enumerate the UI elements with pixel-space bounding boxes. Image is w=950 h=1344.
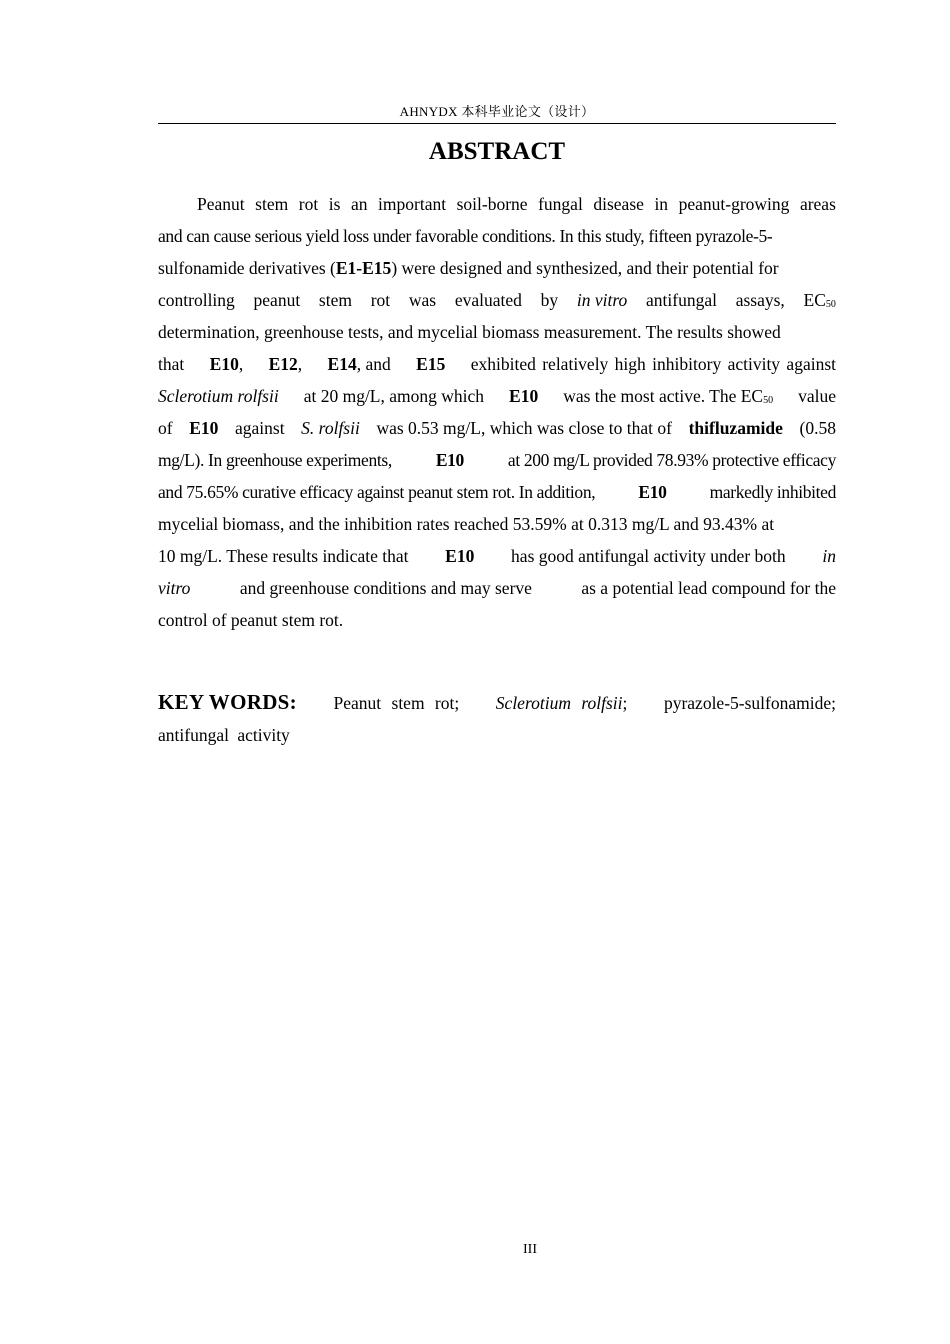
compound-label: E10 xyxy=(189,418,219,438)
compound-group xyxy=(328,348,391,380)
separator: ; xyxy=(622,693,628,713)
compound-label: E10 xyxy=(435,450,464,470)
keyword-species xyxy=(496,687,628,719)
abstract-line-2 xyxy=(158,220,836,252)
abstract-line-1 xyxy=(158,188,836,220)
text-run: 10 mg/L. These results indicate that xyxy=(158,546,409,566)
abstract-body xyxy=(158,188,836,636)
compound-label: E10 xyxy=(445,546,475,566)
word: fungal xyxy=(538,194,583,214)
compound-label: E10 xyxy=(509,386,539,406)
compound-label: E14 xyxy=(327,354,357,374)
abstract-line-3 xyxy=(158,252,836,284)
compound-group xyxy=(210,348,244,380)
word: assays, xyxy=(735,290,785,310)
compound-range: E1-E15 xyxy=(335,258,392,278)
word: was xyxy=(408,290,437,310)
abstract-line-8 xyxy=(158,412,836,444)
word: peanut xyxy=(253,290,301,310)
compound-group xyxy=(269,348,303,380)
word: an xyxy=(350,194,368,214)
reference-compound: thifluzamide xyxy=(688,418,783,438)
word: stem xyxy=(255,194,289,214)
text-run: was the most active. The EC xyxy=(563,386,764,406)
word: soil-borne xyxy=(456,194,528,214)
word: peanut-growing xyxy=(678,194,790,214)
ec-text: EC xyxy=(803,290,826,310)
subscript-50: 50 xyxy=(763,395,774,406)
latin-term: in vitro xyxy=(576,290,628,310)
word: by xyxy=(540,290,559,310)
word: controlling xyxy=(158,290,235,310)
ec50-term xyxy=(804,284,836,316)
running-header xyxy=(158,103,836,124)
word: value xyxy=(798,386,836,406)
keywords-line-1 xyxy=(158,686,836,719)
text-run: mycelial biomass, and the inhibition rates reached 53.59% at 0.313 mg/L and 93.43% at xyxy=(158,514,775,534)
latin-term: vitro xyxy=(158,578,191,598)
abstract-line-13 xyxy=(158,572,836,604)
abstract-line-9 xyxy=(158,444,836,476)
keyword: antifungal activity xyxy=(158,725,290,745)
text-run: at 200 mg/L provided 78.93% protective efficacy xyxy=(507,450,836,470)
word: antifungal xyxy=(646,290,717,310)
text-run: and 75.65% curative efficacy against peanut stem rot. In addition, xyxy=(158,482,596,502)
compound-label: E15 xyxy=(416,354,446,374)
text-run: mg/L). In greenhouse experiments, xyxy=(158,450,392,470)
text-run: at 20 mg/L, among which xyxy=(303,386,485,406)
text-run: and can cause serious yield loss under favorable conditions. In this study, fifteen pyrazole-5- xyxy=(158,226,773,246)
abstract-line-14 xyxy=(158,604,836,636)
species-name: Sclerotium rolfsii xyxy=(158,386,279,406)
compound-label: E12 xyxy=(268,354,298,374)
text-run: determination, greenhouse tests, and mycelial biomass measurement. The results showed xyxy=(158,322,781,342)
text-run: has good antifungal activity under both xyxy=(511,546,786,566)
keyword: Sclerotium rolfsii xyxy=(495,693,623,713)
subscript-50: 50 xyxy=(825,299,836,310)
word: stem xyxy=(318,290,352,310)
text-run: , and xyxy=(356,354,391,374)
text-run: as a potential lead compound for the xyxy=(581,578,836,598)
latin-term: in xyxy=(822,546,836,566)
word: important xyxy=(378,194,447,214)
abstract-line-12 xyxy=(158,540,836,572)
text-run: ) were designed and synthesized, and their potential for xyxy=(391,258,779,278)
abstract-line-4 xyxy=(158,284,836,316)
running-title: AHNYDX 本科毕业论文（设计） xyxy=(399,104,595,119)
compound-label: E10 xyxy=(209,354,239,374)
word: is xyxy=(328,194,341,214)
word: of xyxy=(158,418,173,438)
word: disease xyxy=(593,194,644,214)
text-run: was 0.53 mg/L, which was close to that of xyxy=(376,418,672,438)
word: rot xyxy=(298,194,319,214)
text-run: control of peanut stem rot. xyxy=(158,610,344,630)
abstract-line-5 xyxy=(158,316,836,348)
word: Peanut xyxy=(197,194,245,214)
compound-label: E10 xyxy=(638,482,667,502)
text-run: , xyxy=(297,354,303,374)
text-run: exhibited relatively high inhibitory activity against xyxy=(470,354,836,374)
text-run: markedly inhibited xyxy=(709,482,836,502)
keywords-label: KEY WORDS: xyxy=(158,690,297,714)
abstract-line-7 xyxy=(158,380,836,412)
ec50-term xyxy=(563,380,773,412)
text-run: and greenhouse conditions and may serve xyxy=(239,578,532,598)
keyword: pyrazole-5-sulfonamide; xyxy=(663,693,836,713)
word: in xyxy=(654,194,669,214)
text-run: (0.58 xyxy=(799,418,836,438)
text-run: sulfonamide derivatives ( xyxy=(158,258,336,278)
species-name: S. rolfsii xyxy=(301,418,360,438)
word: areas xyxy=(799,194,836,214)
abstract-line-11 xyxy=(158,508,836,540)
word: against xyxy=(234,418,285,438)
keywords-line-2 xyxy=(158,719,836,751)
keyword: Peanut stem rot; xyxy=(333,693,460,713)
text-run: , xyxy=(238,354,244,374)
abstract-heading: ABSTRACT xyxy=(428,138,566,165)
word: that xyxy=(158,354,185,374)
word: rot xyxy=(370,290,391,310)
abstract-line-6 xyxy=(158,348,836,380)
word: evaluated xyxy=(454,290,522,310)
abstract-line-10 xyxy=(158,476,836,508)
page-number: III xyxy=(523,1242,537,1257)
keywords-block xyxy=(158,686,836,751)
